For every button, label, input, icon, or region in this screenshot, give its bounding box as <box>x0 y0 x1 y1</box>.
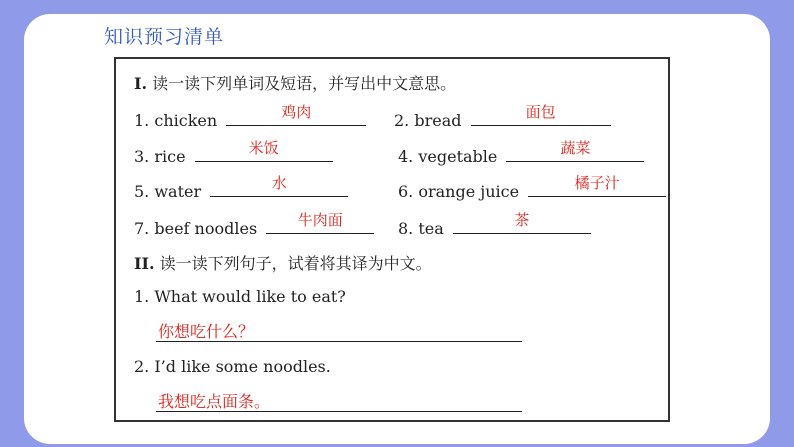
section1-instruction: 读一读下列单词及短语，并写出中文意思。 <box>152 74 457 93</box>
sentence-answer-line[interactable] <box>156 321 522 342</box>
answer-text: 鸡肉 <box>281 103 312 121</box>
answer-text: 米饭 <box>248 139 279 157</box>
vocab-label: 7. beef noodles <box>134 219 258 238</box>
section2-number: II. <box>134 254 155 273</box>
answer-blank[interactable] <box>210 174 348 197</box>
answer-blank[interactable] <box>506 139 644 162</box>
section2-instruction: 读一读下列句子，试着将其译为中文。 <box>159 254 432 273</box>
vocab-label: 6. orange juice <box>398 182 520 201</box>
sentence-prompt: 2. I’d like some noodles. <box>134 357 331 376</box>
section1-heading <box>134 71 456 94</box>
vocab-label: 8. tea <box>398 219 444 238</box>
sentence-prompt: 1. What would like to eat? <box>134 287 346 306</box>
answer-text: 橘子汁 <box>574 174 620 192</box>
vocab-label: 1. chicken <box>134 111 218 130</box>
vocab-item <box>134 211 374 238</box>
answer-blank[interactable] <box>471 103 611 126</box>
answer-blank[interactable] <box>453 211 591 234</box>
vocab-item <box>134 174 348 201</box>
page-title: 知识预习清单 <box>104 26 225 48</box>
sentence-answer-text: 你想吃什么？ <box>158 322 255 341</box>
vocab-item <box>134 103 366 130</box>
vocab-item <box>398 139 644 166</box>
sentence-answer-line[interactable] <box>156 391 522 412</box>
answer-blank[interactable] <box>266 211 374 234</box>
section2-heading <box>134 251 432 274</box>
vocab-item <box>398 174 666 201</box>
answer-blank[interactable] <box>528 174 666 197</box>
answer-text: 牛肉面 <box>297 211 343 229</box>
worksheet-box <box>114 57 670 422</box>
sentence-answer-text: 我想吃点面条。 <box>158 392 271 411</box>
answer-blank[interactable] <box>226 103 366 126</box>
vocab-label: 5. water <box>134 182 202 201</box>
vocab-label: 3. rice <box>134 147 186 166</box>
answer-text: 水 <box>271 174 287 192</box>
section1-number: I. <box>134 74 148 93</box>
vocab-item <box>134 139 333 166</box>
vocab-item <box>398 211 591 238</box>
vocab-item <box>394 103 611 130</box>
answer-text: 面包 <box>525 103 556 121</box>
answer-text: 蔬菜 <box>560 139 591 157</box>
vocab-label: 2. bread <box>394 111 462 130</box>
vocab-label: 4. vegetable <box>398 147 498 166</box>
answer-blank[interactable] <box>195 139 333 162</box>
answer-text: 茶 <box>514 211 530 229</box>
